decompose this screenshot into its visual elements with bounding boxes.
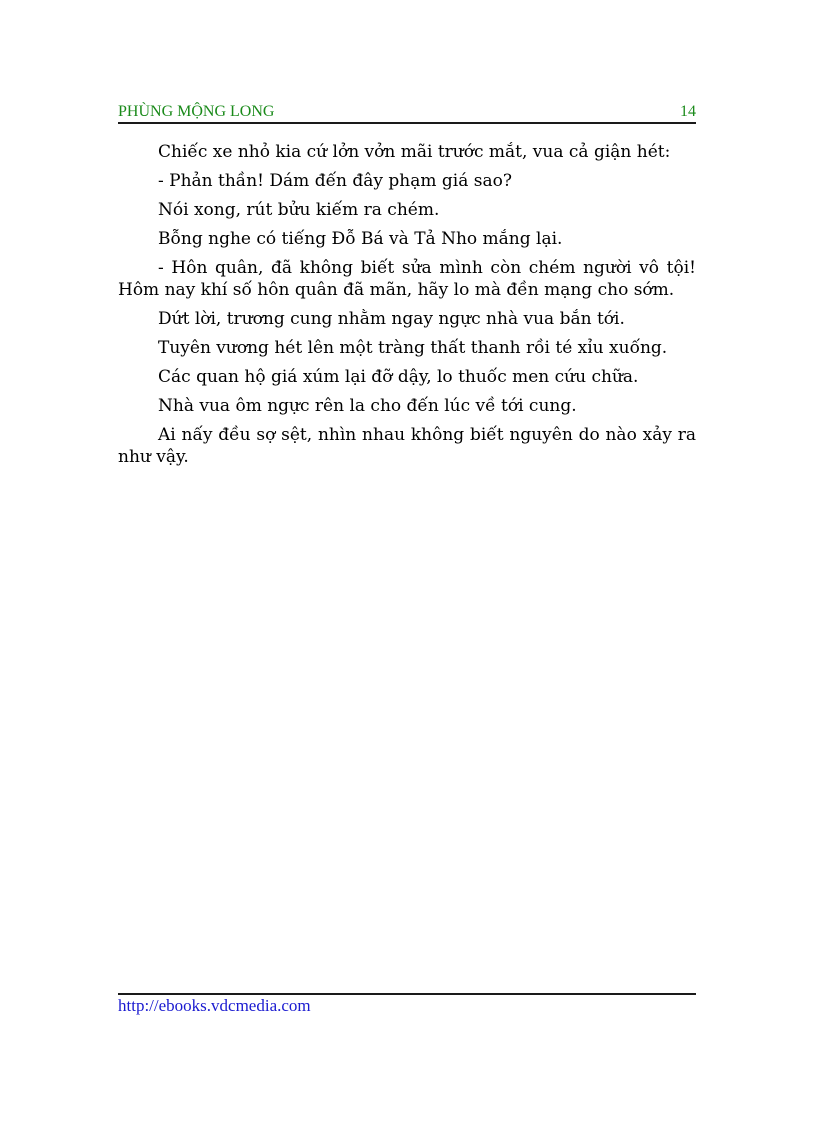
- paragraph: Tuyên vương hét lên một tràng thất thanh rồi té xỉu xuống.: [158, 338, 668, 358]
- page-header: [118, 102, 696, 124]
- book-title: PHÙNG MỘNG LONG: [118, 103, 275, 120]
- paragraph: Bỗng nghe có tiếng Đỗ Bá và Tả Nho mắng lại.: [158, 229, 563, 249]
- page-number: 14: [680, 103, 696, 120]
- paragraph: - Phản thần! Dám đến đây phạm giá sao?: [158, 171, 512, 191]
- source-link[interactable]: http://ebooks.vdcmedia.com: [118, 996, 311, 1015]
- paragraph: Các quan hộ giá xúm lại đỡ dậy, lo thuốc men cứu chữa.: [158, 367, 639, 387]
- footer-divider: [118, 993, 696, 995]
- paragraph: Ai nấy đều sợ sệt, nhìn nhau không biết nguyên do nào xảy ra như vậy.: [118, 425, 696, 467]
- paragraph: Dứt lời, trương cung nhằm ngay ngực nhà vua bắn tới.: [158, 309, 625, 329]
- paragraph: Nhà vua ôm ngực rên la cho đến lúc về tới cung.: [158, 396, 577, 416]
- story-text: [118, 141, 696, 475]
- paragraph: Nói xong, rút bửu kiếm ra chém.: [158, 200, 440, 220]
- paragraph: Chiếc xe nhỏ kia cứ lởn vởn mãi trước mắt, vua cả giận hét:: [158, 142, 671, 162]
- paragraph: - Hôn quân, đã không biết sửa mình còn chém người vô tội! Hôm nay khí số hôn quân đã mãn, hãy lo mà đền mạng cho sớm.: [118, 258, 696, 300]
